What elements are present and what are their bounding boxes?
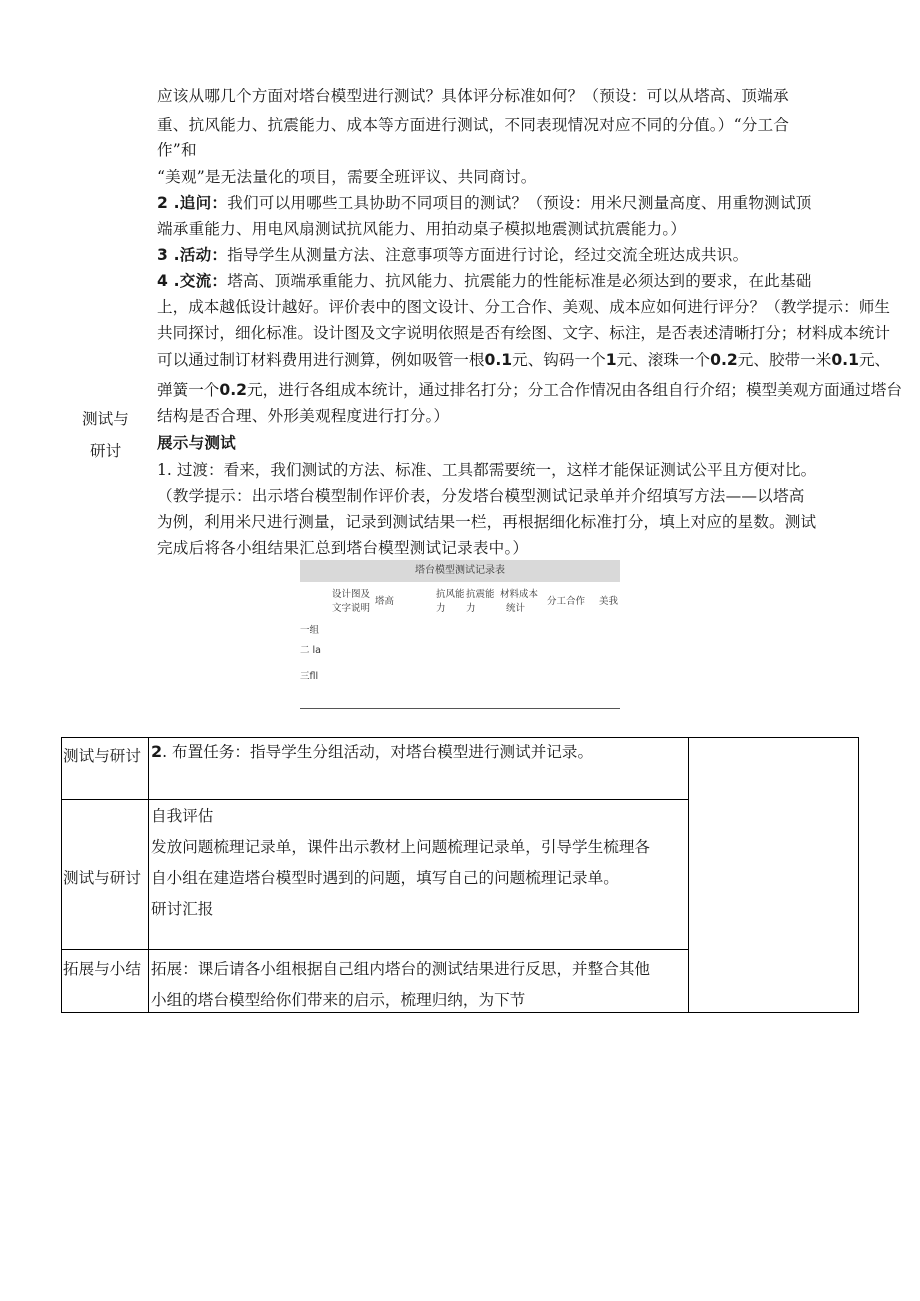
row-text: . 布置任务：指导学生分组活动，对塔台模型进行测试并记录。 [162,743,594,761]
col-header: 材料成本 [500,589,539,600]
row-content-line: 自我评估 [151,807,214,825]
row-content-line: 自小组在建造塔台模型时遇到的问题，填写自己的问题梳理记录单。 [151,869,619,887]
col-header: 美我 [599,596,619,607]
paragraph-line: “美观”是无法量化的项目，需要全班评议、共同商讨。 [157,168,537,186]
paragraph-line: 作”和 [157,141,197,159]
col-header: 力 [466,603,476,614]
paragraph-line: 完成后将各小组结果汇总到塔台模型测试记录表中。） [157,539,529,557]
section-heading: 展示与测试 [157,433,236,452]
col-header: 塔高 [375,596,395,607]
paragraph-line: 应该从哪几个方面对塔台模型进行测试？具体评分标准如何？（预设：可以从塔高、顶端承 [157,87,789,105]
text-run: 弹簧一个 [157,381,220,399]
text-run: 元、 [858,351,891,369]
row-label: 三fll [300,671,319,682]
row-label: 拓展与小结 [63,960,141,978]
text-run: 元、胶带一米 [737,351,832,369]
row-content-line: 研讨汇报 [151,900,214,918]
paragraph-line: 结构是否合理、外形美观程度进行打分。） [157,407,450,425]
paragraph-line: 共同探讨，细化标准。设计图及文字说明依照是否有绘图、文字、标注，是否表述清晰打分；材料成本统计 [157,324,890,342]
row-content-line: 发放问题梳理记录单，课件出示教材上问题梳理记录单，引导学生梳理各 [151,838,651,856]
price-value: 0.1 [484,351,513,369]
item-number: 3 .活动： [157,246,228,264]
row-label: 二 la [300,645,321,656]
table-divider [61,949,689,950]
row-content: 2. 布置任务：指导学生分组活动，对塔台模型进行测试并记录。 [151,742,594,761]
item-text: 塔高、顶端承重能力、抗风能力、抗震能力的性能标准是必须达到的要求，在此基础 [227,272,812,290]
row-label: 测试与研讨 [63,747,141,765]
row-content-line: 拓展：课后请各小组根据自己组内塔台的测试结果进行反思，并整合其他 [151,960,651,978]
price-value: 0.2 [710,351,738,369]
item-number: 2 .追问： [157,194,228,212]
paragraph-line: 重、抗风能力、抗震能力、成本等方面进行测试，不同表现情况对应不同的分值。）“分工合 [157,116,790,134]
paragraph-line [157,270,812,292]
paragraph-line [157,192,812,214]
record-table-image [300,560,620,710]
col-header: 统计 [506,603,526,614]
col-header: 力 [436,603,446,614]
price-value: 1 [605,351,617,369]
table-divider [148,737,149,1012]
price-value: 0.2 [219,381,248,399]
paragraph-line [157,379,902,401]
col-header: 设计图及 [332,589,371,600]
text-run: 元，进行各组成本统计，通过排名打分；分工合作情况由各组自行介绍；模型美观方面通过塔台 [247,381,902,399]
item-number: 4 .交流： [157,272,228,290]
paragraph-line: 上，成本越低设计越好。评价表中的图文设计、分工合作、美观、成本应如何进行评分？（教学提示：师生 [157,298,890,316]
table-divider [688,737,689,1012]
paragraph-line: 为例，利用米尺进行测量，记录到测试结果一栏，再根据细化标准打分，填上对应的星数。测试 [157,513,817,531]
text-run: 元、滚珠一个 [616,351,711,369]
section-label: 测试与 [82,410,129,428]
col-header: 分工合作 [547,596,586,607]
paragraph-line [157,244,748,266]
paragraph-line [157,349,890,371]
paragraph-line: （教学提示：出示塔台模型制作评价表，分发塔台模型测试记录单并介绍填写方法——以塔高 [157,487,805,505]
table-rule [300,708,620,709]
paragraph-line: 端承重能力、用电风扇测试抗风能力、用拍动桌子模拟地震测试抗震能力。） [157,220,687,238]
item-text: 指导学生从测量方法、注意事项等方面进行讨论，经过交流全班达成共识。 [227,246,749,264]
text-run: 可以通过制订材料费用进行测算，例如吸管一根 [157,351,485,369]
item-text: 我们可以用哪些工具协助不同项目的测试？（预设：用米尺测量高度、用重物测试顶 [227,194,812,212]
col-header: 抗风能 [436,589,465,600]
record-table-title: 塔台模型测试记录表 [300,560,620,582]
row-label: 一组 [300,625,320,636]
price-value: 0.1 [831,351,859,369]
row-label: 测试与研讨 [63,869,141,887]
paragraph-line: 1. 过渡：看来，我们测试的方法、标准、工具都需要统一，这样才能保证测试公平且方便对比。 [157,461,817,479]
row-content-line: 小组的塔台模型给你们带来的启示，梳理归纳，为下节 [151,991,526,1009]
text-run: 元、钩码一个 [512,351,606,369]
section-label: 研讨 [90,442,122,460]
col-header: 抗震能 [466,589,495,600]
col-header: 文字说明 [332,603,371,614]
